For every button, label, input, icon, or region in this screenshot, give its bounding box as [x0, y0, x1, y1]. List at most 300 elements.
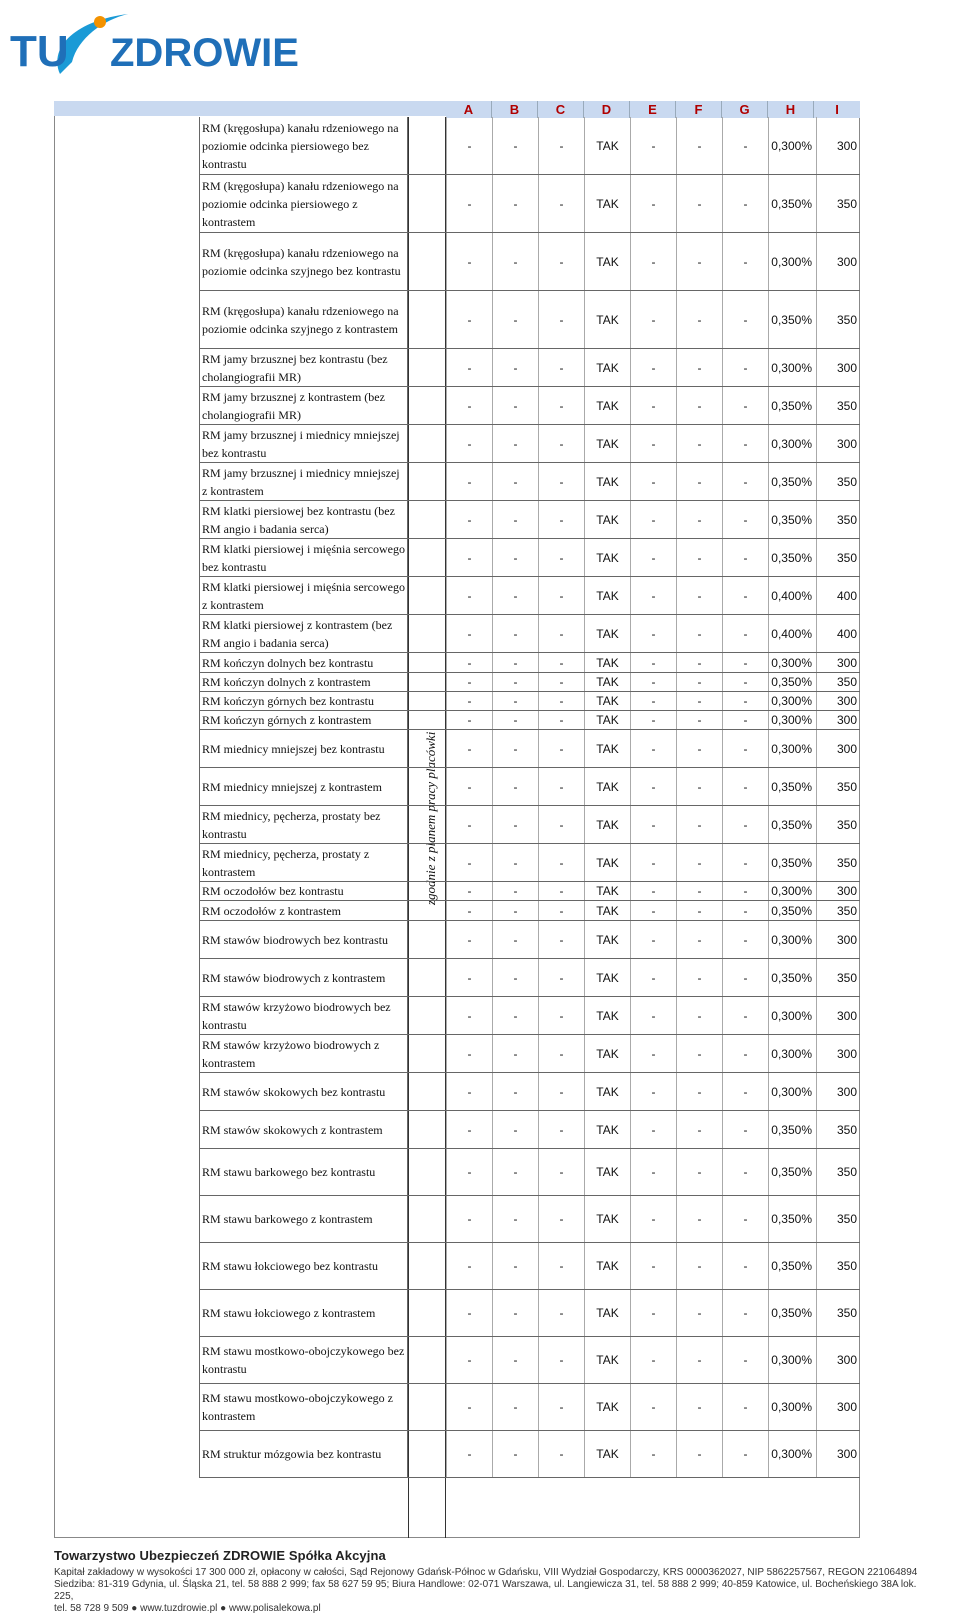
table-row [199, 463, 860, 501]
procedure-name: RM jamy brzusznej i miednicy mniejszej z kontrastem [199, 463, 408, 500]
cell-b: - [492, 1035, 538, 1072]
cell-c: - [538, 673, 584, 691]
cell-f: - [676, 233, 722, 290]
cell-d: TAK [584, 463, 630, 500]
footer-line-1: Kapitał zakładowy w wysokości 17 300 000 zł, opłacony w całości, Sąd Rejonowy Gdańsk-Północ w Gdańsku, VIII Wydział Gospodarczy, KRS 0000362027, NIP 5862257567, REGON 221064894 [54, 1567, 918, 1578]
table-row [199, 1243, 860, 1290]
cell-a: - [446, 291, 492, 348]
cell-i: 350 [816, 806, 860, 843]
cell-f: - [676, 901, 722, 920]
cell-b: - [492, 463, 538, 500]
cell-d: TAK [584, 730, 630, 767]
table-row [199, 1431, 860, 1478]
table-row [199, 901, 860, 921]
procedure-name: RM kończyn górnych bez kontrastu [199, 692, 408, 710]
cell-e: - [630, 653, 676, 672]
tu-zdrowie-logo [8, 6, 328, 82]
cell-i: 300 [816, 425, 860, 462]
table-row [199, 711, 860, 730]
procedure-name: RM stawów biodrowych bez kontrastu [199, 921, 408, 958]
cell-c: - [538, 539, 584, 576]
cell-f: - [676, 501, 722, 538]
cell-e: - [630, 501, 676, 538]
cell-h: 0,300% [768, 1073, 816, 1110]
procedure-name: RM stawu barkowego z kontrastem [199, 1196, 408, 1242]
procedure-name: RM kończyn dolnych bez kontrastu [199, 653, 408, 672]
cell-b: - [492, 425, 538, 462]
cell-a: - [446, 844, 492, 881]
cell-d: TAK [584, 653, 630, 672]
cell-e: - [630, 463, 676, 500]
cell-a: - [446, 577, 492, 614]
cell-b: - [492, 844, 538, 881]
footer-company-name: Towarzystwo Ubezpieczeń ZDROWIE Spółka Akcyjna [54, 1548, 386, 1563]
cell-d: TAK [584, 806, 630, 843]
cell-a: - [446, 882, 492, 900]
cell-a: - [446, 806, 492, 843]
cell-h: 0,350% [768, 463, 816, 500]
table-row [199, 425, 860, 463]
cell-f: - [676, 291, 722, 348]
cell-h: 0,300% [768, 117, 816, 174]
cell-i: 350 [816, 1290, 860, 1336]
cell-c: - [538, 425, 584, 462]
cell-h: 0,350% [768, 1290, 816, 1336]
cell-h: 0,350% [768, 1149, 816, 1195]
cell-g: - [722, 117, 768, 174]
cell-i: 350 [816, 1149, 860, 1195]
cell-c: - [538, 577, 584, 614]
cell-f: - [676, 387, 722, 424]
cell-f: - [676, 1149, 722, 1195]
cell-g: - [722, 577, 768, 614]
cell-i: 300 [816, 1431, 860, 1477]
cell-g: - [722, 1337, 768, 1383]
cell-d: TAK [584, 539, 630, 576]
column-header-h: H [768, 101, 814, 118]
note-column-spacer [408, 1384, 446, 1430]
note-column-spacer [408, 882, 446, 900]
cell-e: - [630, 692, 676, 710]
svg-text:TU: TU [10, 27, 69, 76]
cell-b: - [492, 291, 538, 348]
cell-e: - [630, 615, 676, 652]
cell-b: - [492, 387, 538, 424]
cell-e: - [630, 1337, 676, 1383]
cell-f: - [676, 577, 722, 614]
cell-g: - [722, 806, 768, 843]
cell-g: - [722, 1073, 768, 1110]
note-column-spacer [408, 291, 446, 348]
cell-c: - [538, 1384, 584, 1430]
column-header-row [446, 101, 860, 118]
table-row [199, 844, 860, 882]
cell-h: 0,400% [768, 615, 816, 652]
cell-d: TAK [584, 349, 630, 386]
planning-note: zgodnie z planem pracy placówki [423, 731, 438, 905]
cell-e: - [630, 844, 676, 881]
cell-g: - [722, 1431, 768, 1477]
cell-b: - [492, 901, 538, 920]
cell-h: 0,350% [768, 959, 816, 996]
note-column-spacer [408, 921, 446, 958]
note-column-spacer [408, 175, 446, 232]
table-header-band [54, 101, 462, 116]
cell-f: - [676, 711, 722, 729]
cell-g: - [722, 1290, 768, 1336]
procedure-name: RM (kręgosłupa) kanału rdzeniowego na poziomie odcinka szyjnego z kontrastem [199, 291, 408, 348]
cell-g: - [722, 959, 768, 996]
cell-b: - [492, 921, 538, 958]
cell-c: - [538, 615, 584, 652]
note-column-spacer [408, 1035, 446, 1072]
cell-b: - [492, 1149, 538, 1195]
cell-h: 0,350% [768, 539, 816, 576]
procedure-name: RM oczodołów bez kontrastu [199, 882, 408, 900]
company-logo [8, 6, 328, 82]
cell-c: - [538, 1243, 584, 1289]
cell-a: - [446, 349, 492, 386]
cell-g: - [722, 730, 768, 767]
cell-e: - [630, 1111, 676, 1148]
cell-e: - [630, 768, 676, 805]
cell-c: - [538, 1149, 584, 1195]
cell-d: TAK [584, 1384, 630, 1430]
cell-h: 0,350% [768, 673, 816, 691]
cell-b: - [492, 539, 538, 576]
column-header-g: G [722, 101, 768, 118]
cell-d: TAK [584, 1149, 630, 1195]
cell-i: 350 [816, 1111, 860, 1148]
cell-b: - [492, 959, 538, 996]
cell-a: - [446, 1111, 492, 1148]
table-row [199, 653, 860, 673]
cell-i: 300 [816, 882, 860, 900]
cell-f: - [676, 117, 722, 174]
cell-i: 350 [816, 291, 860, 348]
cell-c: - [538, 501, 584, 538]
cell-d: TAK [584, 673, 630, 691]
cell-e: - [630, 117, 676, 174]
cell-i: 300 [816, 1073, 860, 1110]
cell-h: 0,300% [768, 349, 816, 386]
procedure-name: RM stawów krzyżowo biodrowych z kontrastem [199, 1035, 408, 1072]
table-row [199, 291, 860, 349]
cell-c: - [538, 653, 584, 672]
note-column-spacer [408, 997, 446, 1034]
cell-e: - [630, 175, 676, 232]
cell-i: 350 [816, 175, 860, 232]
cell-f: - [676, 692, 722, 710]
cell-c: - [538, 1290, 584, 1336]
table-row [199, 959, 860, 997]
cell-a: - [446, 711, 492, 729]
cell-c: - [538, 806, 584, 843]
cell-g: - [722, 175, 768, 232]
cell-f: - [676, 1290, 722, 1336]
cell-a: - [446, 387, 492, 424]
cell-e: - [630, 1035, 676, 1072]
procedure-name: RM kończyn górnych z kontrastem [199, 711, 408, 729]
cell-a: - [446, 959, 492, 996]
note-column-spacer [408, 463, 446, 500]
cell-g: - [722, 1111, 768, 1148]
cell-g: - [722, 692, 768, 710]
cell-c: - [538, 463, 584, 500]
cell-b: - [492, 1243, 538, 1289]
cell-b: - [492, 1196, 538, 1242]
cell-d: TAK [584, 615, 630, 652]
table-row [199, 806, 860, 844]
cell-e: - [630, 1196, 676, 1242]
footer [54, 1548, 934, 1615]
cell-b: - [492, 1073, 538, 1110]
cell-a: - [446, 539, 492, 576]
cell-b: - [492, 615, 538, 652]
column-header-b: B [492, 101, 538, 118]
cell-e: - [630, 673, 676, 691]
cell-f: - [676, 653, 722, 672]
cell-i: 300 [816, 730, 860, 767]
cell-g: - [722, 768, 768, 805]
cell-g: - [722, 233, 768, 290]
column-header-d: D [584, 101, 630, 118]
note-column-spacer [408, 768, 446, 805]
cell-f: - [676, 1337, 722, 1383]
cell-c: - [538, 844, 584, 881]
cell-c: - [538, 1337, 584, 1383]
cell-i: 300 [816, 997, 860, 1034]
note-column-spacer [408, 959, 446, 996]
cell-f: - [676, 1073, 722, 1110]
cell-e: - [630, 806, 676, 843]
cell-c: - [538, 711, 584, 729]
cell-f: - [676, 730, 722, 767]
cell-g: - [722, 901, 768, 920]
cell-f: - [676, 539, 722, 576]
cell-i: 350 [816, 844, 860, 881]
note-column-spacer [408, 425, 446, 462]
cell-f: - [676, 1035, 722, 1072]
cell-i: 350 [816, 673, 860, 691]
cell-a: - [446, 175, 492, 232]
footer-line-3: tel. 58 728 9 509 ● www.tuzdrowie.pl ● www.polisalekowa.pl [54, 1603, 321, 1614]
cell-b: - [492, 501, 538, 538]
cell-c: - [538, 1431, 584, 1477]
cell-a: - [446, 1073, 492, 1110]
cell-g: - [722, 615, 768, 652]
cell-d: TAK [584, 711, 630, 729]
cell-b: - [492, 997, 538, 1034]
cell-i: 350 [816, 387, 860, 424]
cell-g: - [722, 711, 768, 729]
cell-h: 0,300% [768, 653, 816, 672]
cell-g: - [722, 387, 768, 424]
cell-c: - [538, 921, 584, 958]
cell-f: - [676, 1111, 722, 1148]
cell-b: - [492, 1431, 538, 1477]
table-row [199, 117, 860, 175]
cell-h: 0,350% [768, 501, 816, 538]
cell-d: TAK [584, 1073, 630, 1110]
cell-d: TAK [584, 882, 630, 900]
cell-h: 0,300% [768, 233, 816, 290]
procedure-name: RM (kręgosłupa) kanału rdzeniowego na poziomie odcinka piersiowego z kontrastem [199, 175, 408, 232]
cell-i: 400 [816, 577, 860, 614]
cell-a: - [446, 901, 492, 920]
cell-i: 300 [816, 1384, 860, 1430]
cell-e: - [630, 1243, 676, 1289]
cell-b: - [492, 673, 538, 691]
cell-a: - [446, 425, 492, 462]
procedure-name: RM stawu mostkowo-obojczykowego bez kontrastu [199, 1337, 408, 1383]
cell-h: 0,350% [768, 387, 816, 424]
cell-h: 0,300% [768, 1384, 816, 1430]
procedure-name: RM jamy brzusznej z kontrastem (bez cholangiografii MR) [199, 387, 408, 424]
cell-h: 0,350% [768, 901, 816, 920]
cell-e: - [630, 233, 676, 290]
procedure-name: RM (kręgosłupa) kanału rdzeniowego na poziomie odcinka piersiowego bez kontrastu [199, 117, 408, 174]
cell-g: - [722, 1035, 768, 1072]
cell-a: - [446, 1337, 492, 1383]
cell-a: - [446, 692, 492, 710]
cell-f: - [676, 997, 722, 1034]
table-row [199, 175, 860, 233]
cell-a: - [446, 463, 492, 500]
note-column-spacer [408, 806, 446, 843]
procedure-name: RM jamy brzusznej i miednicy mniejszej bez kontrastu [199, 425, 408, 462]
cell-d: TAK [584, 175, 630, 232]
cell-a: - [446, 1196, 492, 1242]
procedure-name: RM oczodołów z kontrastem [199, 901, 408, 920]
cell-a: - [446, 768, 492, 805]
cell-h: 0,400% [768, 577, 816, 614]
cell-h: 0,300% [768, 997, 816, 1034]
cell-b: - [492, 577, 538, 614]
cell-h: 0,300% [768, 882, 816, 900]
cell-d: TAK [584, 501, 630, 538]
cell-i: 300 [816, 692, 860, 710]
note-column-spacer [408, 387, 446, 424]
table-row [199, 921, 860, 959]
procedure-name: RM miednicy mniejszej z kontrastem [199, 768, 408, 805]
cell-d: TAK [584, 387, 630, 424]
cell-f: - [676, 959, 722, 996]
cell-a: - [446, 615, 492, 652]
cell-i: 300 [816, 233, 860, 290]
cell-b: - [492, 730, 538, 767]
note-column-spacer [408, 653, 446, 672]
cell-f: - [676, 425, 722, 462]
cell-h: 0,300% [768, 730, 816, 767]
cell-c: - [538, 1196, 584, 1242]
note-column-spacer [408, 673, 446, 691]
procedure-name: RM klatki piersiowej z kontrastem (bez RM angio i badania serca) [199, 615, 408, 652]
cell-f: - [676, 806, 722, 843]
procedure-name: RM stawów skokowych z kontrastem [199, 1111, 408, 1148]
cell-h: 0,300% [768, 1337, 816, 1383]
note-column-spacer [408, 844, 446, 881]
cell-c: - [538, 117, 584, 174]
procedure-name: RM kończyn dolnych z kontrastem [199, 673, 408, 691]
cell-b: - [492, 806, 538, 843]
procedure-table [199, 117, 860, 1478]
cell-i: 400 [816, 615, 860, 652]
cell-e: - [630, 711, 676, 729]
cell-d: TAK [584, 577, 630, 614]
cell-d: TAK [584, 1290, 630, 1336]
cell-d: TAK [584, 1111, 630, 1148]
cell-g: - [722, 997, 768, 1034]
cell-f: - [676, 673, 722, 691]
cell-e: - [630, 1431, 676, 1477]
cell-h: 0,300% [768, 692, 816, 710]
cell-d: TAK [584, 692, 630, 710]
cell-a: - [446, 1290, 492, 1336]
cell-a: - [446, 1149, 492, 1195]
cell-e: - [630, 921, 676, 958]
note-column-spacer [408, 1196, 446, 1242]
cell-b: - [492, 653, 538, 672]
table-row [199, 673, 860, 692]
cell-h: 0,350% [768, 1111, 816, 1148]
procedure-name: RM struktur mózgowia bez kontrastu [199, 1431, 408, 1477]
table-row [199, 349, 860, 387]
cell-c: - [538, 233, 584, 290]
cell-b: - [492, 711, 538, 729]
cell-g: - [722, 882, 768, 900]
table-row [199, 1035, 860, 1073]
cell-i: 300 [816, 1035, 860, 1072]
cell-g: - [722, 1196, 768, 1242]
cell-i: 350 [816, 768, 860, 805]
cell-i: 300 [816, 653, 860, 672]
cell-f: - [676, 882, 722, 900]
cell-i: 350 [816, 463, 860, 500]
cell-h: 0,350% [768, 1196, 816, 1242]
cell-i: 350 [816, 539, 860, 576]
cell-i: 300 [816, 711, 860, 729]
cell-f: - [676, 175, 722, 232]
cell-b: - [492, 117, 538, 174]
cell-g: - [722, 425, 768, 462]
cell-h: 0,300% [768, 921, 816, 958]
cell-i: 350 [816, 1243, 860, 1289]
cell-e: - [630, 1073, 676, 1110]
cell-g: - [722, 501, 768, 538]
cell-a: - [446, 1384, 492, 1430]
table-row [199, 1290, 860, 1337]
cell-f: - [676, 1196, 722, 1242]
cell-a: - [446, 673, 492, 691]
cell-e: - [630, 901, 676, 920]
cell-b: - [492, 349, 538, 386]
cell-g: - [722, 1149, 768, 1195]
cell-i: 350 [816, 959, 860, 996]
cell-e: - [630, 730, 676, 767]
cell-e: - [630, 1149, 676, 1195]
cell-e: - [630, 349, 676, 386]
cell-d: TAK [584, 997, 630, 1034]
cell-a: - [446, 1035, 492, 1072]
cell-h: 0,350% [768, 291, 816, 348]
cell-c: - [538, 387, 584, 424]
note-column-spacer [408, 539, 446, 576]
cell-e: - [630, 882, 676, 900]
cell-a: - [446, 997, 492, 1034]
cell-g: - [722, 1384, 768, 1430]
cell-i: 300 [816, 921, 860, 958]
